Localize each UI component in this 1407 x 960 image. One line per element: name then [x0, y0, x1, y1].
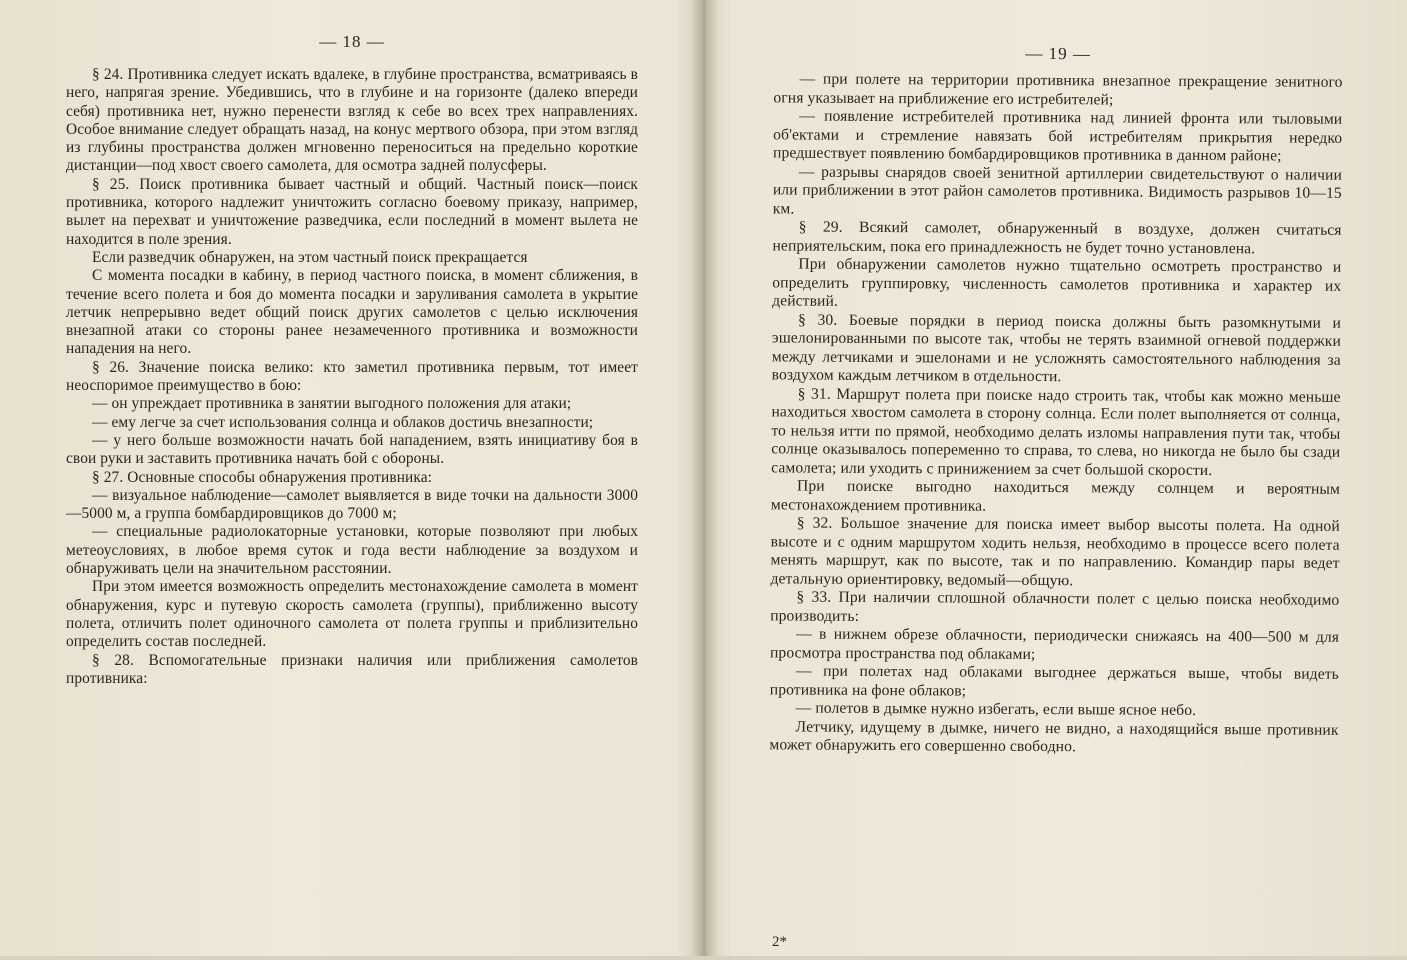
paragraph: § 29. Всякий самолет, обнаруженный в воздухе, должен считаться неприятельским, пока его принадлежность не будет точно установлена.: [772, 218, 1342, 257]
paragraph: — в нижнем обрезе облачности, периодически снижаясь на 400—500 м для просмотра пространства под облаками;: [769, 625, 1340, 663]
paragraph: — у него больше возможности начать бой нападением, взять инициативу боя в свои руки и заставить противника начать бой с обороны.: [66, 431, 638, 468]
page-number: — 19 —: [1025, 43, 1091, 64]
paragraph: — появление истребителей противника над линией фронта или тыловыми об'ектами и стремление навязать бой истребителям прикрытия нередко предшествует появлению бомбардировщиков противника в данном районе;: [773, 107, 1343, 165]
paragraph: Если разведчик обнаружен, на этом частный поиск прекращается: [92, 248, 528, 266]
page-number: — 18 —: [319, 32, 385, 51]
paragraph: § 32. Большое значение для поиска имеет выбор высоты полета. На одной высоте и с одним маршрутом ходить нельзя, необходимо в процессе всего полета менять маршрут, как по высоте, так и по направлению. Командир пары ведет детальную ориентировку, ведомый—общую.: [770, 514, 1340, 589]
paragraph: — при полете на территории противника внезапное прекращение зенитного огня указывает на приближение его истребителей;: [773, 70, 1343, 108]
paragraph: § 24. Противника следует искать вдалеке, в глубине пространства, всматриваясь в него, напрягая зрение. Убедившись, что в глубине и на горизонте (далеко впереди себя) противника нет, нужно перенести взгляд к себе во всех трех направлениях. Особое внимание следует обращать назад, на конус мертвого обзора, при этом взгляд из глубины пространства должен мгновенно переноситься на предельно короткие дистанции—под хвост своего самолета, для осмотра задней полусферы.: [66, 66, 638, 175]
paragraph: — при полетах над облаками выгоднее держаться выше, чтобы видеть противника на фоне облаков;: [769, 662, 1339, 700]
right-page: [706, 0, 1407, 960]
paragraph: — визуальное наблюдение—самолет выявляется в виде точки на дальности 3000—5000 м, а группа бомбардировщиков до 7000 м;: [66, 486, 638, 523]
paragraph: § 31. Маршрут полета при поиске надо строить так, чтобы как можно меньше находиться хвостом самолета в сторону солнца. Если полет выполняется от солнца, то нельзя итти по прямой, необходимо делать изломы направления пути так, чтобы солнце оказывалось попеременно то справа, то слева, но никогда не было бы сзади самолета; или уходить с принижением за счет большой скорости.: [771, 385, 1341, 479]
paragraph: — ему легче за счет использования солнца и облаков достичь внезапности;: [92, 413, 594, 431]
paragraph: § 28. Вспомогательные признаки наличия или приближения самолетов противника:: [66, 651, 638, 687]
paragraph: § 25. Поиск противника бывает частный и общий. Частный поиск—поиск противника, которого надлежит уничтожить согласно боевому приказу, например, вылет на перехват и уничтожение разведчика, если последний в момент вылета не находится в поле зрения.: [66, 175, 638, 248]
paragraph: Летчику, идущему в дымке, ничего не видно, а находящийся выше противник может обнаружить его совершенно свободно.: [769, 718, 1339, 756]
paragraph: — специальные радиолокаторные установки, которые позволяют при любых метеоусловиях, в любое время суток и года вести наблюдение за воздухом и обнаруживать цели на значительном расстоянии.: [66, 523, 638, 578]
paragraph: С момента посадки в кабину, в период частного поиска, в момент сближения, в течение всего полета и боя до момента посадки и заруливания самолета в укрытие летчик непрерывно ведет общий поиск других самолетов с целью исключения внезапной атаки со стороны ранее незамеченного противника и возможности нападения на него.: [66, 267, 638, 358]
paragraph: § 30. Боевые порядки в период поиска должны быть разомкнутыми и эшелонированными по высоте так, чтобы не терять взаимной огневой поддержки между летчиками и эшелонами и не усложнять самостоятельного наблюдения за воздухом каждым летчиком в отдельности.: [771, 311, 1342, 386]
paragraph: § 27. Основные способы обнаружения противника:: [92, 468, 433, 486]
paragraph: — полетов в дымке нужно избегать, если выше ясное небо.: [795, 699, 1197, 719]
paragraph: § 26. Значение поиска велико: кто заметил противника первым, тот имеет неоспоримое преимущество в бою:: [66, 358, 638, 395]
left-page: [0, 0, 700, 956]
paragraph: — он упреждает противника в занятии выгодного положения для атаки;: [92, 395, 572, 413]
paragraph: § 33. При наличии сплошной облачности полет с целью поиска необходимо производить:: [770, 588, 1340, 625]
paragraph: При этом имеется возможность определить местонахождение самолета в момент обнаружения, курс и путевую скорость самолета (группы), приближенно высоту полета, отличить полет одиночного самолета от полета группы и приблизительно определить состав последней.: [66, 578, 638, 651]
paragraph: При обнаружении самолетов нужно тщательно осмотреть пространство и определить группировку, численность самолетов противника и характер их действий.: [772, 255, 1342, 310]
paragraph: При поиске выгодно находиться между солнцем и вероятным местонахождением противника.: [770, 477, 1341, 515]
paragraph: — разрывы снарядов своей зенитной артиллерии свидетельствуют о наличии или приближении в этот район самолетов противника. Видимость разрывов 10—15 км.: [772, 163, 1342, 218]
signature-mark: 2*: [772, 934, 787, 950]
